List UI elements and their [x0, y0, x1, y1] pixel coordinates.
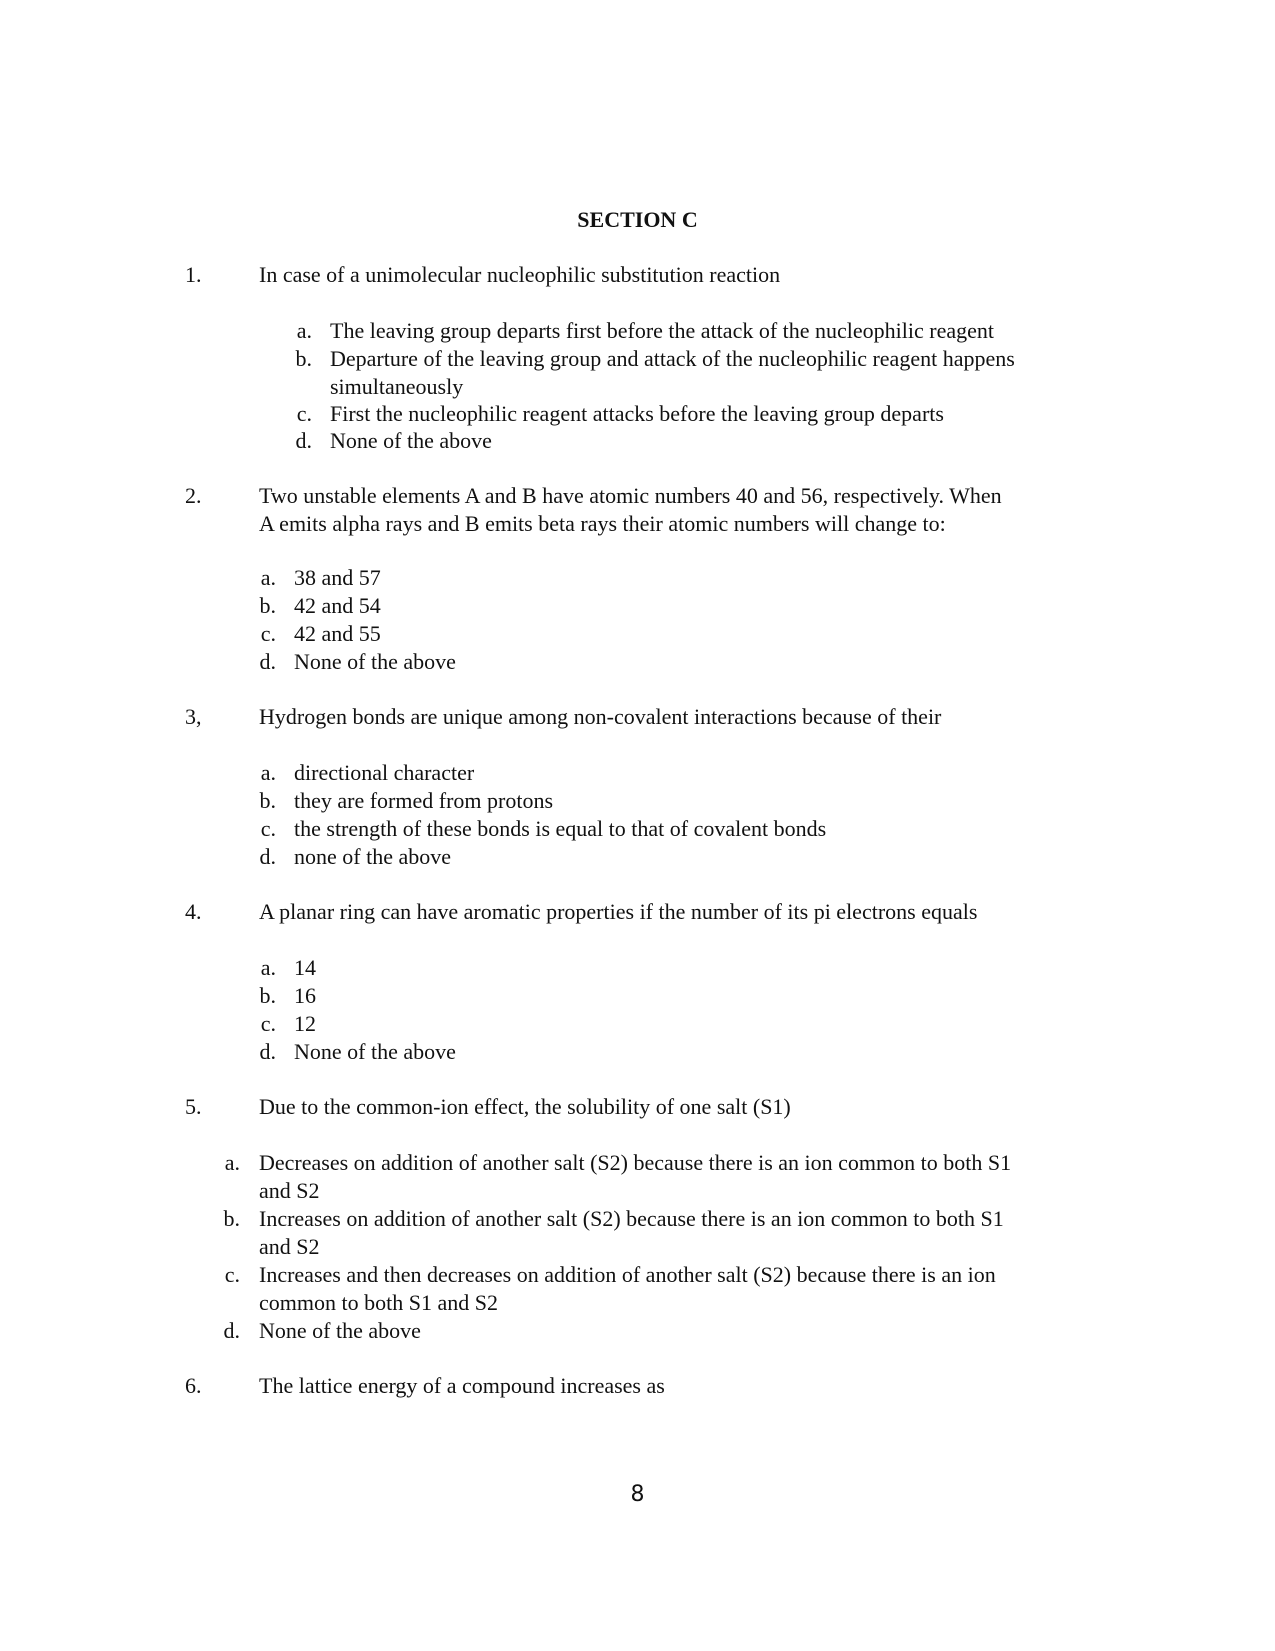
option-text: 16	[294, 983, 316, 1008]
option-letter: d.	[259, 649, 276, 674]
page-number: 8	[630, 1482, 645, 1507]
option-letter: c.	[260, 621, 276, 646]
question-number: 5.	[185, 1094, 202, 1119]
option-text: 38 and 57	[294, 565, 381, 590]
option-text: 42 and 55	[294, 621, 381, 646]
question-text: Hydrogen bonds are unique among non-covalent interactions because of their	[259, 704, 942, 729]
option-text: they are formed from protons	[294, 788, 554, 813]
section-title: SECTION C	[577, 207, 698, 232]
option-text: and S2	[259, 1234, 320, 1259]
option-letter: c.	[224, 1262, 240, 1287]
option-text: None of the above	[294, 1039, 456, 1064]
question-number: 3,	[185, 704, 202, 729]
option-text: 42 and 54	[294, 593, 381, 618]
option-letter: a.	[224, 1150, 240, 1175]
option-letter: c.	[260, 816, 276, 841]
option-letter: a.	[260, 955, 276, 980]
question-number: 1.	[185, 262, 202, 287]
question-text: A emits alpha rays and B emits beta rays their atomic numbers will change to:	[259, 511, 946, 536]
option-text: Decreases on addition of another salt (S2) because there is an ion common to both S1	[259, 1150, 1012, 1175]
question-text: In case of a unimolecular nucleophilic substitution reaction	[259, 262, 781, 287]
option-text: common to both S1 and S2	[259, 1290, 498, 1315]
option-letter: b.	[223, 1206, 240, 1231]
question-text: Two unstable elements A and B have atomic numbers 40 and 56, respectively. When	[259, 483, 1002, 508]
question-text: A planar ring can have aromatic properties if the number of its pi electrons equals	[259, 899, 978, 924]
option-text: None of the above	[294, 649, 456, 674]
option-letter: d.	[259, 1039, 276, 1064]
option-text: 14	[294, 955, 316, 980]
option-text: 12	[294, 1011, 316, 1036]
option-text: Increases and then decreases on addition of another salt (S2) because there is an ion	[259, 1262, 996, 1287]
option-letter: b.	[259, 983, 276, 1008]
option-letter: b.	[259, 788, 276, 813]
option-text: The leaving group departs first before the attack of the nucleophilic reagent	[330, 318, 995, 343]
option-text: Departure of the leaving group and attack of the nucleophilic reagent happens	[330, 346, 1015, 371]
option-letter: a.	[260, 565, 276, 590]
option-letter: b.	[259, 593, 276, 618]
question-text: Due to the common-ion effect, the solubility of one salt (S1)	[259, 1094, 791, 1119]
option-text: the strength of these bonds is equal to that of covalent bonds	[294, 816, 827, 841]
question-number: 2.	[185, 483, 202, 508]
option-text: none of the above	[294, 844, 451, 869]
option-letter: d.	[259, 844, 276, 869]
option-letter: d.	[295, 428, 312, 453]
question-text: The lattice energy of a compound increases as	[259, 1373, 665, 1398]
option-letter: d.	[223, 1318, 240, 1343]
option-text: First the nucleophilic reagent attacks before the leaving group departs	[330, 401, 944, 426]
question-number: 6.	[185, 1373, 202, 1398]
option-text: Increases on addition of another salt (S2) because there is an ion common to both S1	[259, 1206, 1004, 1231]
question-number: 4.	[185, 899, 202, 924]
option-text: directional character	[294, 760, 475, 785]
option-letter: c.	[260, 1011, 276, 1036]
option-text: simultaneously	[330, 374, 464, 399]
option-letter: a.	[260, 760, 276, 785]
option-text: and S2	[259, 1178, 320, 1203]
option-text: None of the above	[259, 1318, 421, 1343]
option-letter: a.	[296, 318, 312, 343]
option-text: None of the above	[330, 428, 492, 453]
option-letter: b.	[295, 346, 312, 371]
option-letter: c.	[296, 401, 312, 426]
